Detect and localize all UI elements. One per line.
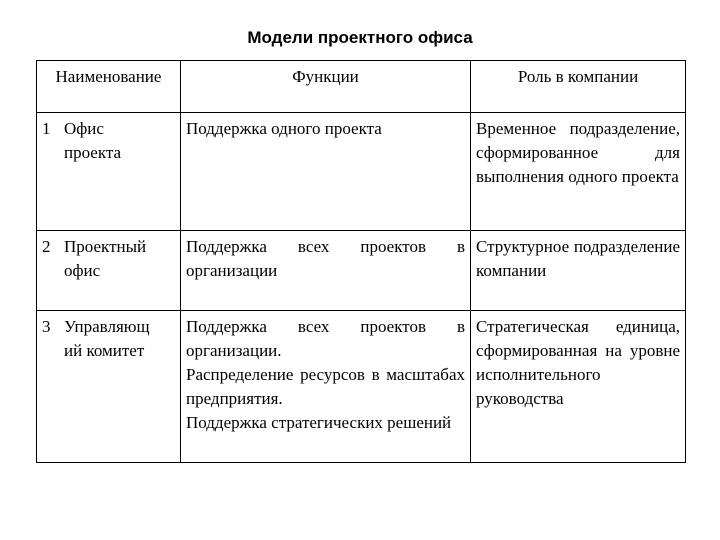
- header-functions: Функции: [181, 61, 471, 113]
- row-number: 2: [42, 237, 51, 256]
- page-title: Модели проектного офиса: [247, 28, 473, 47]
- function-item: Распределение ресурсов в масштабах предприятия.: [186, 365, 465, 408]
- cell-role: Стратегическая единица, сформированная на уровне исполнительного руководства: [471, 311, 686, 463]
- cell-name: [37, 311, 181, 463]
- table-row: [37, 231, 686, 311]
- table-row: [37, 113, 686, 231]
- function-item: Поддержка всех проектов в организации.: [186, 317, 465, 360]
- function-item: Поддержка одного проекта: [186, 119, 382, 138]
- cell-name: [37, 231, 181, 311]
- row-name: Проектный офис: [64, 237, 147, 280]
- header-role: Роль в компании: [471, 61, 686, 113]
- table-row: [37, 311, 686, 463]
- function-item: Поддержка всех проектов в организации: [186, 237, 465, 280]
- cell-functions: [181, 113, 471, 231]
- function-item: Поддержка стратегических решений: [186, 413, 452, 432]
- models-table: [36, 60, 686, 463]
- header-name: Наименование: [37, 61, 181, 113]
- row-number: 3: [42, 317, 51, 336]
- cell-functions: [181, 311, 471, 463]
- row-name: Управляющ ий комитет: [64, 317, 150, 360]
- table-header-row: [37, 61, 686, 113]
- cell-name: [37, 113, 181, 231]
- cell-functions: [181, 231, 471, 311]
- row-name: Офис проекта: [64, 119, 122, 162]
- cell-role: Временное подразделение, сформированное для выполнения одного проекта: [471, 113, 686, 231]
- cell-role: Структурное подразделение компании: [471, 231, 686, 311]
- row-number: 1: [42, 119, 51, 138]
